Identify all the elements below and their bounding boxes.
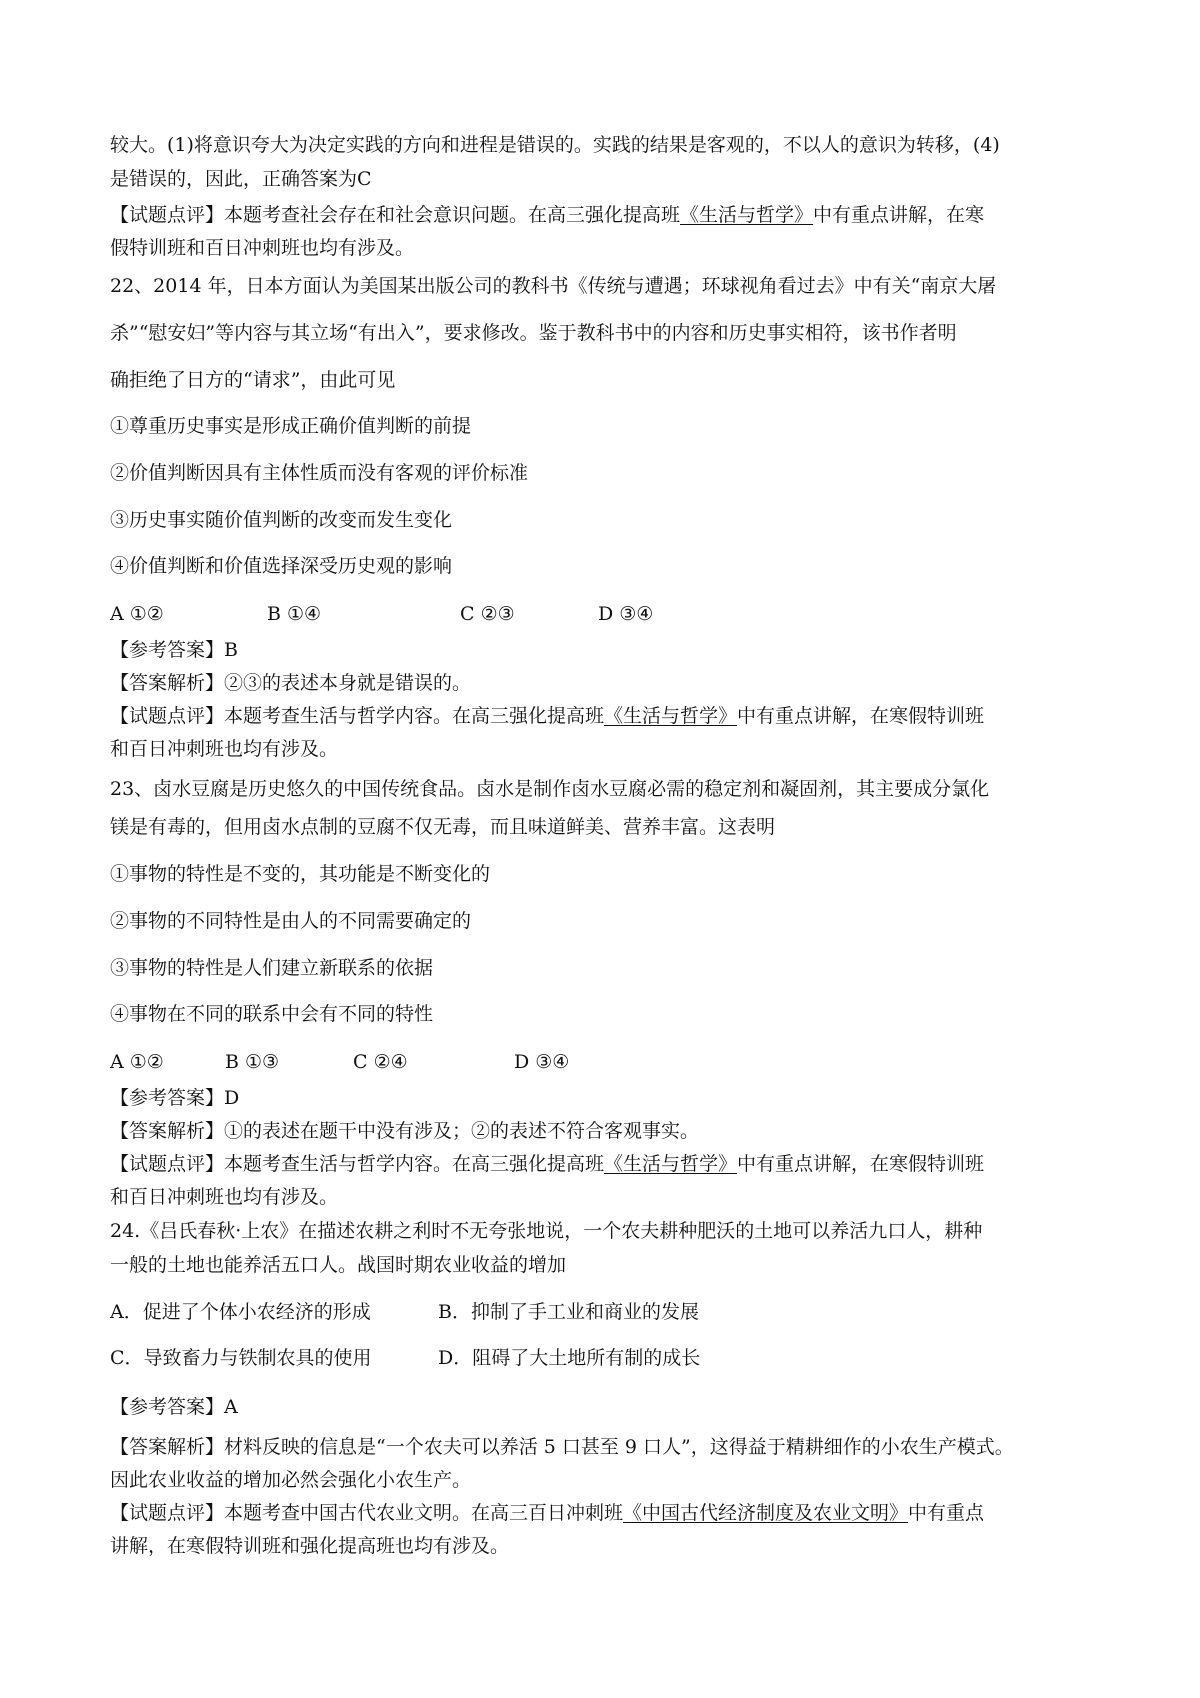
comment-text: 中有重点讲解，在寒假特训班 xyxy=(737,1153,985,1175)
comment-label: 【试题点评】 xyxy=(110,1502,225,1524)
q22-statement-1: ①尊重历史事实是形成正确价值判断的前提 xyxy=(110,415,472,437)
intro-line-1: 较大。(1)将意识夸大为决定实践的方向和进程是错误的。实践的结果是客观的，不以人的意识为转移，(4) xyxy=(110,134,1000,156)
q24-analysis-line-2: 因此农业收益的增加必然会强化小农生产。 xyxy=(110,1469,472,1491)
comment-text: 中有重点讲解，在寒 xyxy=(813,204,985,226)
q24-option-d: D．阻碍了大土地所有制的成长 xyxy=(438,1347,701,1369)
comment-text: 本题考查生活与哲学内容。在高三强化提高班 xyxy=(224,705,605,727)
q22-analysis: 【答案解析】②③的表述本身就是错误的。 xyxy=(110,672,472,694)
q22-option-a: A ①② xyxy=(110,603,164,625)
q22-answer: 【参考答案】B xyxy=(110,639,238,661)
comment-text: 本题考查生活与哲学内容。在高三强化提高班 xyxy=(224,1153,605,1175)
q23-option-b: B ①③ xyxy=(225,1051,280,1073)
q23-stem-line-1: 23、卤水豆腐是历史悠久的中国传统食品。卤水是制作卤水豆腐必需的稳定剂和凝固剂，其主要成分氯化 xyxy=(110,778,990,800)
book-title: 《生活与哲学》 xyxy=(680,204,814,226)
q22-option-c: C ②③ xyxy=(460,603,515,625)
comment-label: 【试题点评】 xyxy=(110,705,225,727)
comment-label: 【试题点评】 xyxy=(110,1153,225,1175)
book-title: 《生活与哲学》 xyxy=(604,1153,738,1175)
q23-statement-4: ④事物在不同的联系中会有不同的特性 xyxy=(110,1003,434,1025)
intro-comment-line-2: 假特训班和百日冲刺班也均有涉及。 xyxy=(110,237,415,259)
q22-stem-line-1: 22、2014 年，日本方面认为美国某出版公司的教科书《传统与遭遇；环球视角看过去》中有关“南京大屠 xyxy=(110,275,997,297)
q22-option-b: B ①④ xyxy=(267,603,322,625)
q23-comment-line-2: 和百日冲刺班也均有涉及。 xyxy=(110,1186,339,1208)
comment-text: 中有重点 xyxy=(908,1502,985,1524)
q23-analysis: 【答案解析】①的表述在题干中没有涉及；②的表述不符合客观事实。 xyxy=(110,1120,700,1142)
q22-statement-2: ②价值判断因具有主体性质而没有客观的评价标准 xyxy=(110,462,529,484)
book-title: 《中国古代经济制度及农业文明》 xyxy=(623,1502,909,1524)
q22-statement-4: ④价值判断和价值选择深受历史观的影响 xyxy=(110,555,453,577)
q24-option-a: A．促进了个体小农经济的形成 xyxy=(110,1301,371,1323)
intro-line-2: 是错误的，因此，正确答案为C xyxy=(110,168,372,190)
comment-text: 本题考查中国古代农业文明。在高三百日冲刺班 xyxy=(224,1502,624,1524)
q24-stem-line-1: 24.《吕氏春秋·上农》在描述农耕之利时不无夸张地说，一个农夫耕种肥沃的土地可以养活九口人，耕种 xyxy=(110,1220,983,1242)
q24-option-b: B．抑制了手工业和商业的发展 xyxy=(438,1301,699,1323)
q23-option-a: A ①② xyxy=(110,1051,164,1073)
q24-stem-line-2: 一般的土地也能养活五口人。战国时期农业收益的增加 xyxy=(110,1254,567,1276)
comment-text: 中有重点讲解，在寒假特训班 xyxy=(737,705,985,727)
q22-statement-3: ③历史事实随价值判断的改变而发生变化 xyxy=(110,509,453,531)
q23-stem-line-2: 镁是有毒的，但用卤水点制的豆腐不仅无毒，而且味道鲜美、营养丰富。这表明 xyxy=(110,816,776,838)
q24-answer: 【参考答案】A xyxy=(110,1396,238,1418)
q23-statement-3: ③事物的特性是人们建立新联系的依据 xyxy=(110,957,434,979)
q24-option-c: C．导致畜力与铁制农具的使用 xyxy=(110,1347,372,1369)
q23-answer: 【参考答案】D xyxy=(110,1087,240,1109)
q22-stem-line-3: 确拒绝了日方的“请求”，由此可见 xyxy=(110,369,396,391)
comment-label: 【试题点评】 xyxy=(110,204,225,226)
q23-statement-2: ②事物的不同特性是由人的不同需要确定的 xyxy=(110,910,472,932)
q22-comment-line-2: 和百日冲刺班也均有涉及。 xyxy=(110,738,339,760)
q23-statement-1: ①事物的特性是不变的，其功能是不断变化的 xyxy=(110,863,491,885)
q23-option-c: C ②④ xyxy=(353,1051,408,1073)
q22-option-d: D ③④ xyxy=(598,603,654,625)
q24-comment-line-1 xyxy=(110,1501,1100,1525)
comment-text: 本题考查社会存在和社会意识问题。在高三强化提高班 xyxy=(224,204,681,226)
q23-comment-line-1 xyxy=(110,1152,1100,1176)
q22-comment-line-1 xyxy=(110,704,1100,728)
q24-analysis-line-1: 【答案解析】材料反映的信息是“一个农夫可以养活 5 口甚至 9 口人”，这得益于精耕细作的小农生产模式。 xyxy=(110,1436,1014,1458)
intro-comment-line-1 xyxy=(110,203,1100,227)
q24-comment-line-2: 讲解，在寒假特训班和强化提高班也均有涉及。 xyxy=(110,1535,510,1557)
book-title: 《生活与哲学》 xyxy=(604,705,738,727)
q23-option-d: D ③④ xyxy=(514,1051,570,1073)
q22-stem-line-2: 杀”“慰安妇”等内容与其立场“有出入”，要求修改。鉴于教科书中的内容和历史事实相符，该书作者明 xyxy=(110,322,957,344)
